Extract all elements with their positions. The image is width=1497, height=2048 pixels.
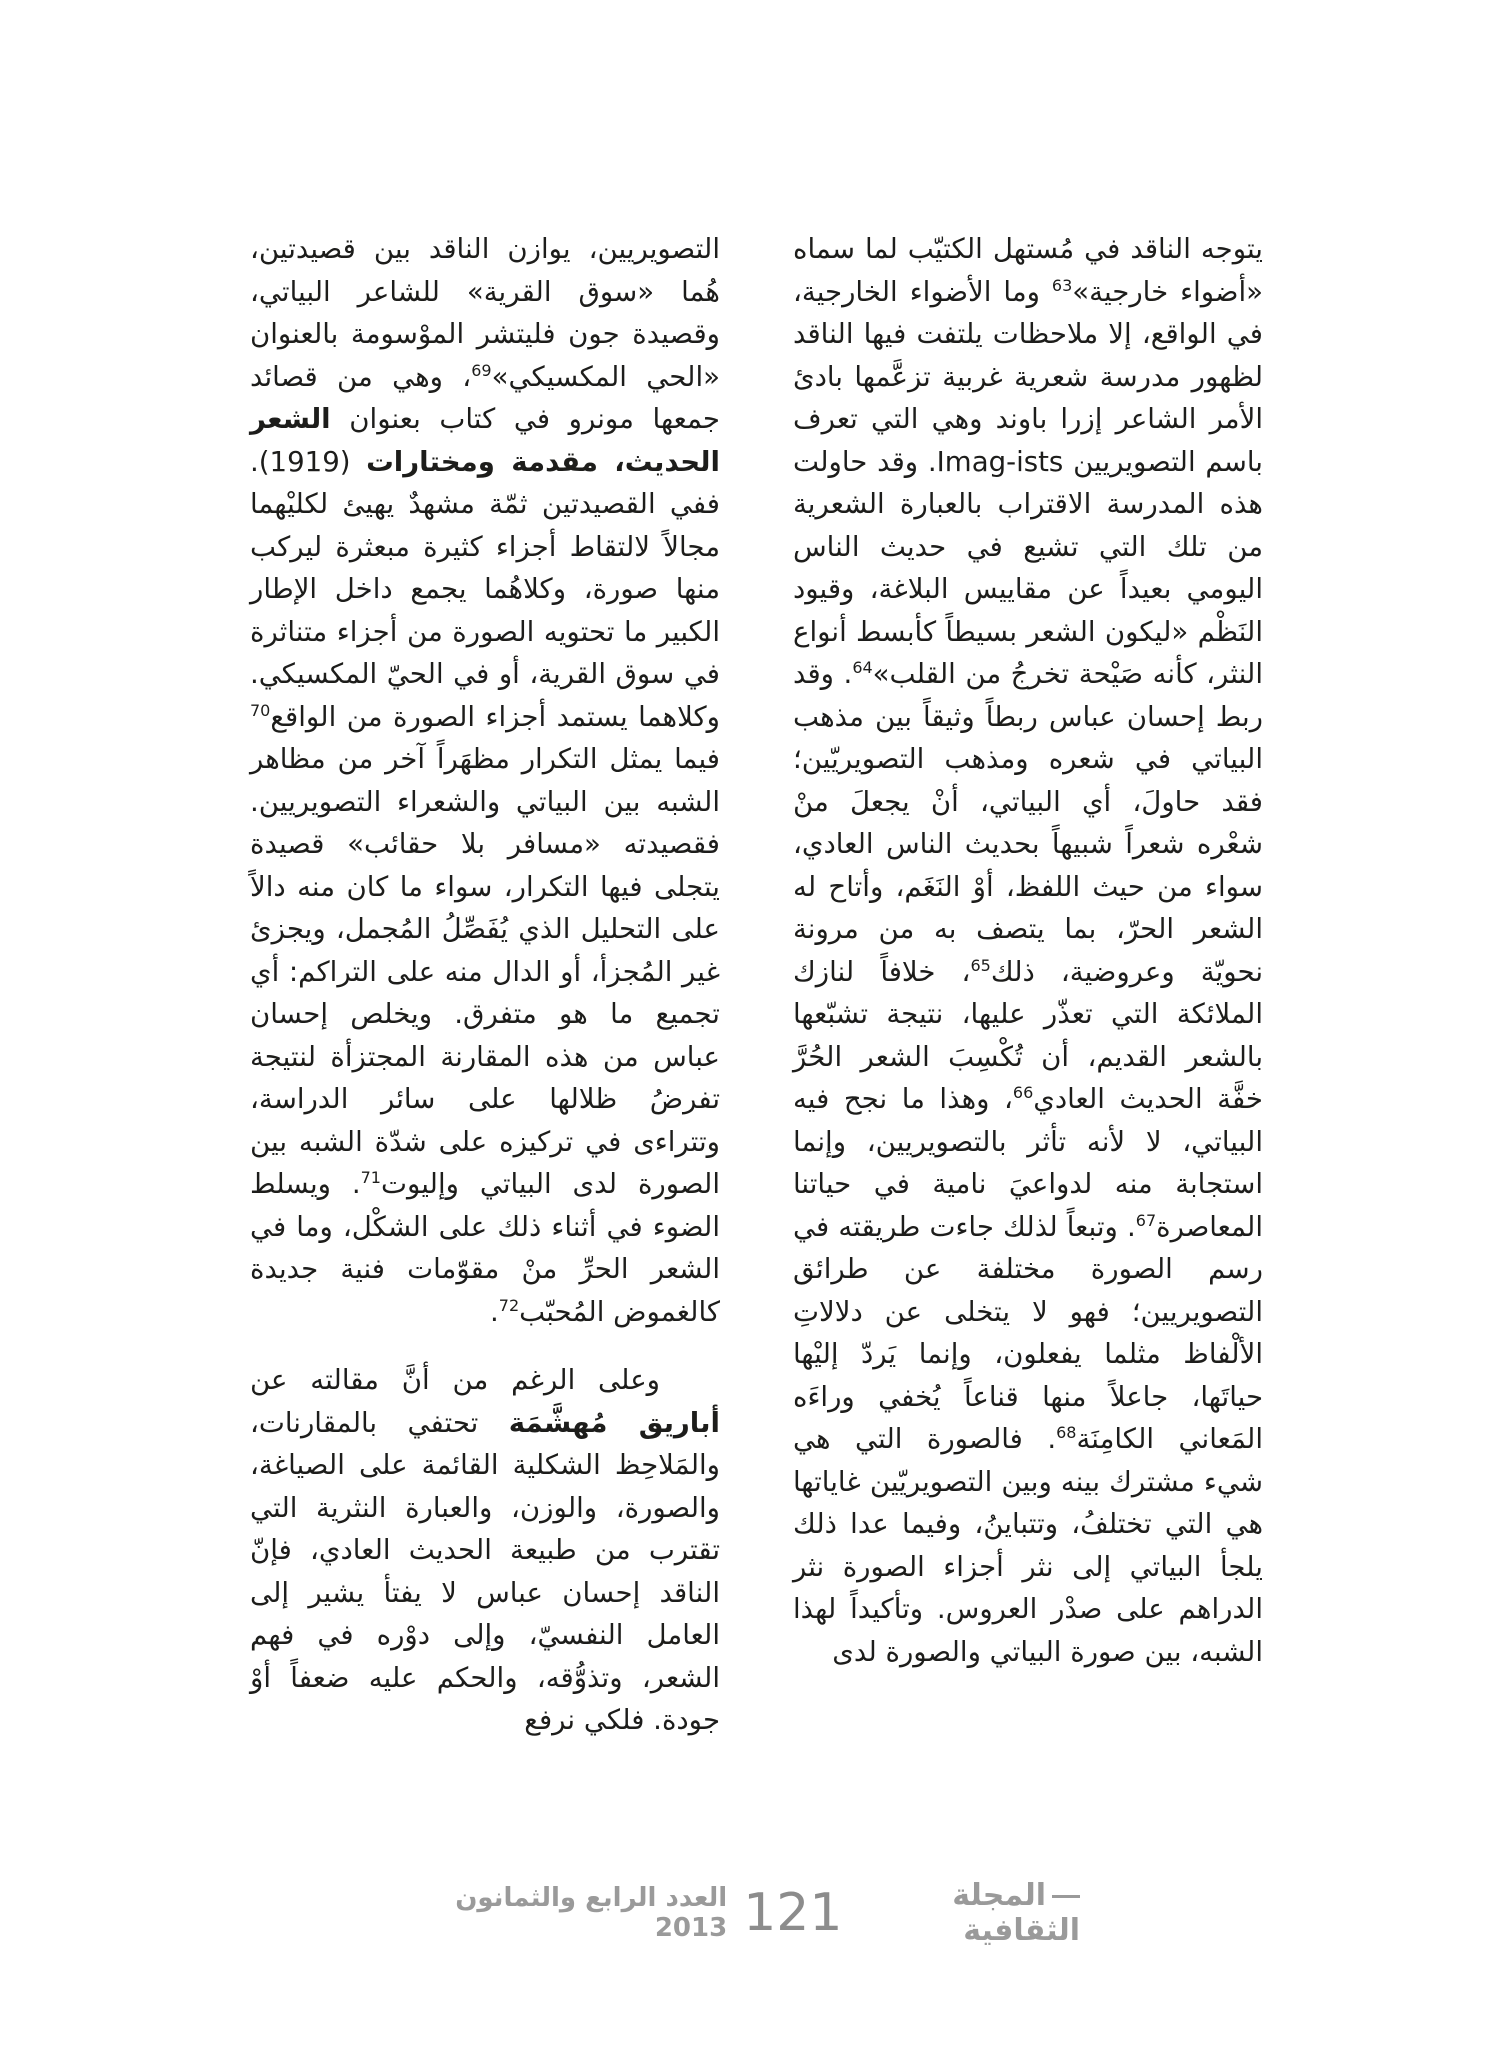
page-footer	[420, 1878, 1080, 1948]
footnote-ref: 67	[1135, 1210, 1157, 1230]
paragraph	[250, 228, 720, 1333]
footnote-ref: 72	[498, 1295, 520, 1315]
text-run: . فالصورة التي هي شيء مشترك بينه وبين التصويريّين غاياتها هي التي تختلفُ، وتتباينُ، وفيما عدا ذلك يلجأ البياتي إلى نثر أجزاء الصورة نثر الدراهم على صدْر العروس. وتأكيداً لهذا الشبه، بين صورة البياتي والصورة لدى	[793, 1422, 1263, 1668]
text-run: فيما يمثل التكرار مظهَراً آخر من مظاهر الشبه بين البياتي والشعراء التصويريين. فقصيدته «مسافر بلا حقائب» قصيدة يتجلى فيها التكرار، سواء ما كان منه دالاً على التحليل الذي يُفَصِّلُ المُجمل، ويجزئ غير المُجزأ، أو الدال منه على التراكم: أي تجميع ما هو متفرق. ويخلص إحسان عباس من هذه المقارنة المجتزأة لنتيجة تفرضُ ظلالها على سائر الدراسة، وتتراءى في تركيزه على شدّة الشبه بين الصورة لدى البياتي وإليوت	[250, 742, 720, 1200]
paragraph	[250, 1359, 720, 1742]
text-run: ، وهي من قصائد جمعها مونرو في كتاب بعنوان	[250, 359, 720, 435]
text-run: يتوجه الناقد في مُستهل الكتيّب لما سماه «أضواء خارجية»	[793, 232, 1263, 308]
text-run: تحتفي بالمقارنات، والمَلاحِظ الشكلية القائمة على الصياغة، والصورة، والوزن، والعبارة النثرية التي تقترب من طبيعة الحديث العادي، فإنّ الناقد إحسان عباس لا يفتأ يشير إلى العامل النفسيّ، وإلى دوْره في فهم الشعر، وتذوُّقه، والحكم عليه ضعفاً أوْ جودة. فلكي نرفع	[250, 1405, 720, 1736]
paragraph	[793, 228, 1263, 1673]
footnote-ref: 66	[1012, 1082, 1034, 1102]
text-run: وما الأضواء الخارجية، في الواقع، إلا ملاحظات يلتفت فيها الناقد لظهور مدرسة شعرية غربية تزعَّمها بادئ الأمر الشاعر إزرا باوند وهي التي تعرف باسم التصويريين Imag-ists. وقد حاولت هذه المدرسة الاقتراب بالعبارة الشعرية من تلك التي تشيع في حديث الناس اليومي بعيداً عن مقاييس البلاغة، وقيود النَظْم «ليكون الشعر بسيطاً كأبسط أنواع النثر، كأنه صَيْحة تخرجُ من القلب»	[793, 274, 1264, 690]
footnote-ref: 68	[1056, 1422, 1077, 1442]
book-title: الشعر الحديث، مقدمة ومختارات	[250, 402, 721, 478]
right-text-column	[793, 228, 1263, 1673]
footnote-ref: 71	[360, 1167, 381, 1187]
text-run: . ويسلط الضوء في أثناء ذلك على الشكْل، وما في الشعر الحرِّ منْ مقوّمات فنية جديدة كالغموض المُحبّب	[250, 1167, 720, 1328]
text-run: التصويريين، يوازن الناقد بين قصيدتين، هُما «سوق القرية» للشاعر البياتي، وقصيدة جون فليتشر الموْسومة بالعنوان «الحي المكسيكي»	[250, 232, 720, 393]
text-run: .	[489, 1294, 499, 1328]
footnote-ref: 65	[970, 955, 991, 975]
book-title: أباريق مُهشَّمَة	[508, 1405, 720, 1439]
left-text-column	[250, 228, 720, 1742]
footnote-ref: 63	[1051, 275, 1073, 295]
issue-label: العدد الرابع والثمانون 2013	[455, 1883, 728, 1943]
text-run: . وقد ربط إحسان عباس ربطاً وثيقاً بين مذهب البياتي في شعره ومذهب التصويريّين؛ فقد حاولَ، أي البياتي، أنْ يجعلَ منْ شعْره شعراً شبيهاً بحديث الناس العادي، سواء من حيث اللفظ، أوْ النَغَم، وأتاح له الشعر الحرّ، بما يتصف به من مرونة نحويّة وعروضية، ذلك	[793, 657, 1263, 988]
footnote-ref: 69	[471, 360, 492, 380]
text-run: ، خلافاً لنازك الملائكة التي تعذّر عليها، نتيجة تشبّعها بالشعر القديم، أن تُكْسِبَ الشعر الحُرَّ خفَّة الحديث العادي	[793, 954, 1263, 1115]
text-run: وعلى الرغم من أنَّ مقالته عن	[250, 1363, 660, 1396]
text-run: ، وهذا ما نجح فيه البياتي، لا لأنه تأثر بالتصويريين، وإنما استجابة منه لدواعيَ نامية في حياتنا المعاصرة	[793, 1082, 1263, 1243]
text-run: . وتبعاً لذلك جاءت طريقته في رسم الصورة مختلفة عن طرائق التصويريين؛ فهو لا يتخلى عن دلالاتِ الألْفاظ مثلما يفعلون، وإنما يَردّ إليْها حياتَها، جاعلاً منها قناعاً يُخفي وراءَه المَعاني الكامِنَة	[793, 1209, 1263, 1455]
text-run: (1919). ففي القصيدتين ثمّة مشهدٌ يهيئ لكليْهما مجالاً لالتقاط أجزاء كثيرة مبعثرة ليركب منها صورة، وكلاهُما يجمع داخل الإطار الكبير ما تحتويه الصورة من أجزاء متناثرة في سوق القرية، أو في الحيّ المكسيكي. وكلاهما يستمد أجزاء الصورة من الواقع	[250, 444, 720, 733]
magazine-name: المجلة الثقافية	[858, 1878, 1080, 1948]
footnote-ref: 64	[852, 657, 873, 677]
page-number: 121	[743, 1883, 843, 1943]
footnote-ref: 70	[250, 700, 271, 720]
